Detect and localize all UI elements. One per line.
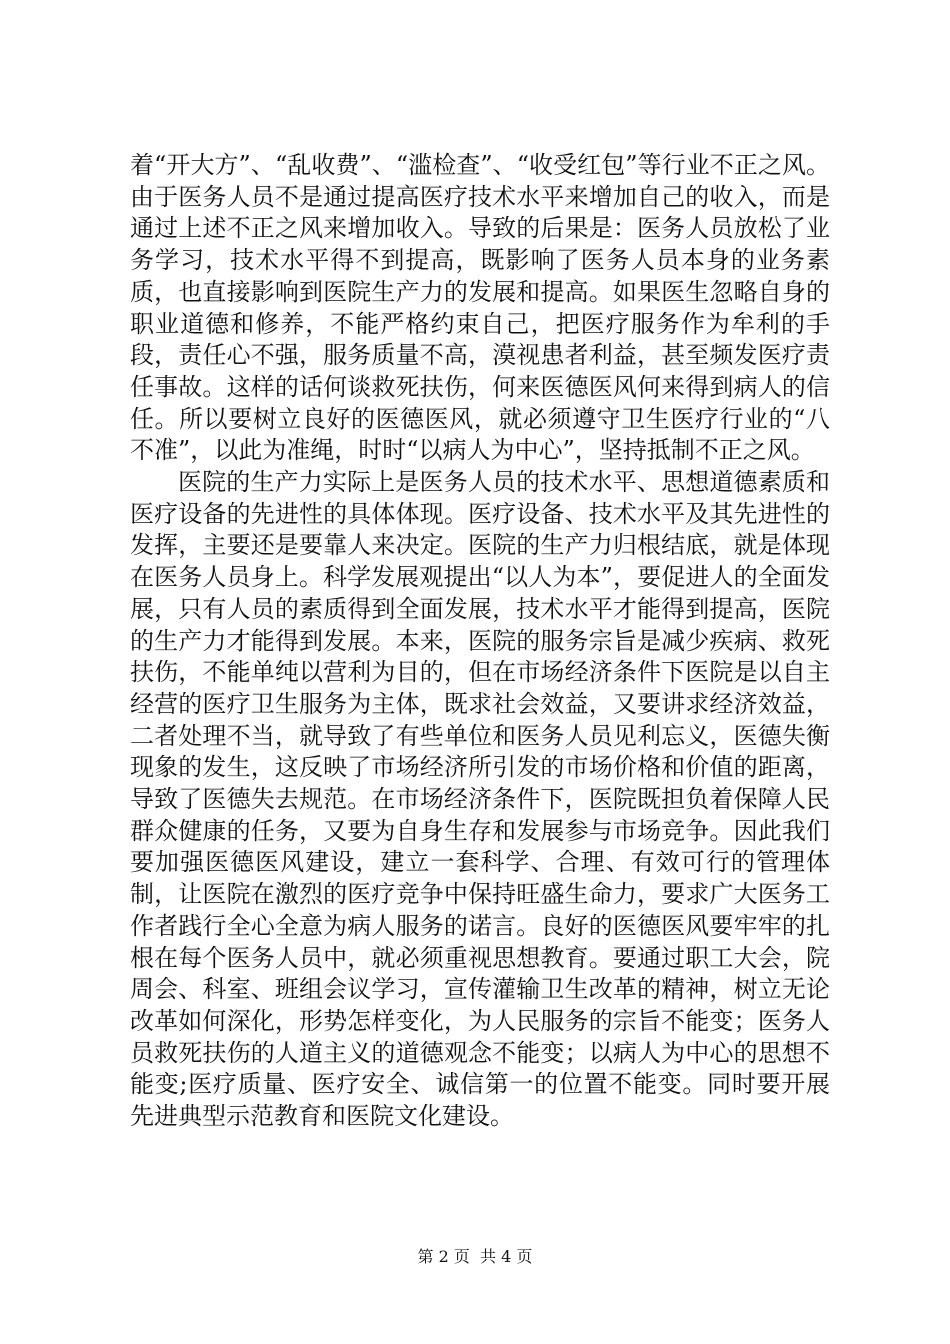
page-number-label: 第 2 页 共 4 页 [417, 1247, 533, 1266]
paragraph: 医院的生产力实际上是医务人员的技术水平、思想道德素质和医疗设备的先进性的具体体现。医疗设备、技术水平及其先进性的发挥，主要还是要靠人来决定。医院的生产力归根结底，就是体现在医务人员身上。科学发展观提出“以人为本”，要促进人的全面发展，只有人员的素质得到全面发展，技术水平才能得到提高，医院的生产力才能得到发展。本来，医院的服务宗旨是减少疾病、救死扶伤，不能单纯以营利为目的，但在市场经济条件下医院是以自主经营的医疗卫生服务为主体，既求社会效益，又要讲求经济效益，二者处理不当，就导致了有些单位和医务人员见利忘义，医德失衡现象的发生，这反映了市场经济所引发的市场价格和价值的距离，导致了医德失去规范。在市场经济条件下，医院既担负着保障人民群众健康的任务，又要为自身生存和发展参与市场竞争。因此我们要加强医德医风建设，建立一套科学、合理、有效可行的管理体制，让医院在激烈的医疗竞争中保持旺盛生命力，要求广大医务工作者践行全心全意为病人服务的诺言。良好的医德医风要牢牢的扎根在每个医务人员中，就必须重视思想教育。要通过职工大会，院周会、科室、班组会议学习，宣传灌输卫生改革的精神，树立无论改革如何深化，形势怎样变化，为人民服务的宗旨不能变；医务人员救死扶伤的人道主义的道德观念不能变；以病人为中心的思想不能变;医疗质量、医疗安全、诚信第一的位置不能变。同时要开展先进典型示范教育和医院文化建设。 [130, 468, 830, 1131]
page-footer [0, 1244, 950, 1267]
paragraph-continued: 着“开大方”、“乱收费”、“滥检查”、“收受红包”等行业不正之风。由于医务人员不是通过提高医疗技术水平来增加自己的收入，而是通过上述不正之风来增加收入。导致的后果是：医务人员放松了业务学习，技术水平得不到提高，既影响了医务人员本身的业务素质，也直接影响到医院生产力的发展和提高。如果医生忽略自身的职业道德和修养，不能严格约束自己，把医疗服务作为牟利的手段，责任心不强，服务质量不高，漠视患者利益，甚至频发医疗责任事故。这样的话何谈救死扶伤，何来医德医风何来得到病人的信任。所以要树立良好的医德医风，就必须遵守卫生医疗行业的“八不准”，以此为准绳，时时“以病人为中心”，坚持抵制不正之风。 [130, 151, 830, 465]
document-body [130, 150, 830, 1133]
